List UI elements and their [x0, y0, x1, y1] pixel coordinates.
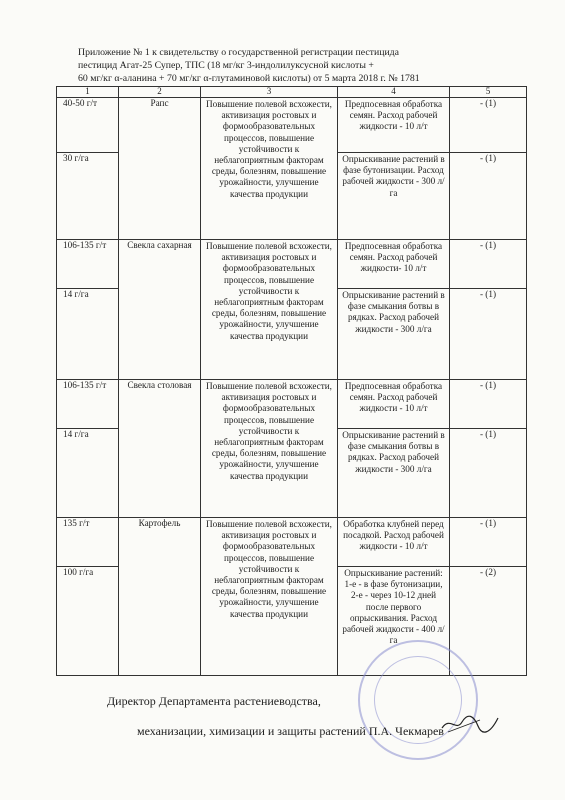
crop-name: Картофель [138, 518, 181, 528]
table-row [57, 380, 527, 429]
rate-value: 100 г/га [63, 567, 94, 577]
rate-value: 135 г/т [63, 518, 90, 528]
rate-cell [57, 380, 119, 429]
rate-value: 14 г/га [63, 429, 89, 439]
rate-cell [57, 153, 119, 240]
rate-value: 40-50 г/т [63, 98, 98, 108]
purpose-cell [201, 518, 338, 676]
table-row [57, 98, 527, 153]
method-text: Обработка клубней перед посадкой. Расход рабочей жидкости - 10 л/т [343, 519, 444, 552]
method-text: Опрыскивание растений в фазе смыкания ботвы в рядках. Расход рабочей жидкости - 300 л/га [342, 290, 445, 334]
method-cell [338, 380, 450, 429]
method-text: Предпосевная обработка семян. Расход рабочей жидкости - 10 л/т [344, 99, 443, 132]
method-text: Опрыскивание растений в фазе смыкания ботвы в рядках. Расход рабочей жидкости - 300 л/га [342, 430, 445, 474]
waiting-period-cell [450, 518, 527, 567]
waiting-period-value: - (1) [479, 380, 497, 390]
crop-name: Рапс [150, 98, 169, 108]
method-cell [338, 98, 450, 153]
method-text: Опрыскивание растений в фазе бутонизации. Расход рабочей жидкости - 300 л/га [342, 154, 445, 198]
document-header [78, 46, 518, 85]
method-cell [338, 289, 450, 380]
crop-name: Свекла сахарная [127, 240, 192, 250]
crop-cell [119, 240, 201, 380]
rate-cell [57, 567, 119, 676]
method-text: Опрыскивание растений: 1-е - в фазе бутонизации, 2-е - через 10-12 дней после первого опрыскивания. Расход рабочей жидкости - 400 л/га [342, 568, 445, 646]
waiting-period-value: - (1) [479, 98, 497, 108]
table-header-row [57, 87, 527, 98]
rate-value: 106-135 г/т [63, 240, 107, 250]
column-header: 1 [57, 87, 119, 98]
purpose-text: Повышение полевой всхожести, активизация ростовых и формообразовательных процессов, повышение устойчивости к неблагоприятным факторам среды, болезням, повышение урожайности, улучшение качества продукции [206, 241, 332, 341]
method-text: Предпосевная обработка семян. Расход рабочей жидкости- 10 л/т [344, 241, 443, 274]
rate-cell [57, 289, 119, 380]
purpose-cell [201, 380, 338, 518]
method-cell [338, 518, 450, 567]
column-header: 2 [119, 87, 201, 98]
purpose-text: Повышение полевой всхожести, активизация ростовых и формообразовательных процессов, повышение устойчивости к неблагоприятным факторам среды, болезням, повышение урожайности, улучшение качества продукции [206, 381, 332, 481]
rate-value: 30 г/га [63, 153, 89, 163]
rate-cell [57, 429, 119, 518]
waiting-period-cell [450, 240, 527, 289]
purpose-cell [201, 98, 338, 240]
crop-cell [119, 98, 201, 240]
waiting-period-value: - (2) [479, 567, 497, 577]
header-line-3: 60 мг/кг α-аланина + 70 мг/кг α-глутаминовой кислоты) от 5 марта 2018 г. № 1781 [78, 73, 420, 84]
waiting-period-value: - (1) [479, 289, 497, 299]
column-header: 3 [201, 87, 338, 98]
rate-cell [57, 240, 119, 289]
header-line-2: пестицид Агат-25 Супер, ТПС (18 мг/кг 3-индолилуксусной кислоты + [78, 60, 374, 71]
crop-cell [119, 518, 201, 676]
purpose-cell [201, 240, 338, 380]
header-line-1: Приложение № 1 к свидетельству о государственной регистрации пестицида [78, 47, 400, 58]
table-row [57, 518, 527, 567]
signatory-name-line: механизации, химизации и защиты растений П.А. Чекмарев [137, 724, 444, 738]
signatory-title-line: Директор Департамента растениеводства, [107, 694, 321, 708]
method-cell [338, 240, 450, 289]
waiting-period-cell [450, 289, 527, 380]
column-header: 5 [450, 87, 527, 98]
rate-cell [57, 98, 119, 153]
waiting-period-value: - (1) [479, 240, 497, 250]
purpose-text: Повышение полевой всхожести, активизация ростовых и формообразовательных процессов, повышение устойчивости к неблагоприятным факторам среды, болезням, повышение урожайности, улучшение качества продукции [206, 519, 332, 619]
waiting-period-cell [450, 98, 527, 153]
registration-table [56, 86, 527, 676]
method-cell [338, 429, 450, 518]
method-cell [338, 153, 450, 240]
waiting-period-value: - (1) [479, 518, 497, 528]
rate-cell [57, 518, 119, 567]
waiting-period-cell [450, 380, 527, 429]
crop-name: Свекла столовая [127, 380, 192, 390]
handwritten-signature [440, 712, 500, 736]
table-row [57, 240, 527, 289]
waiting-period-cell [450, 429, 527, 518]
waiting-period-value: - (1) [479, 429, 497, 439]
rate-value: 14 г/га [63, 289, 89, 299]
purpose-text: Повышение полевой всхожести, активизация ростовых и формообразовательных процессов, повышение устойчивости к неблагоприятным факторам среды, болезням, повышение урожайности, улучшение качества продукции [206, 99, 332, 199]
rate-value: 106-135 г/т [63, 380, 107, 390]
method-text: Предпосевная обработка семян. Расход рабочей жидкости - 10 л/т [344, 381, 443, 414]
crop-cell [119, 380, 201, 518]
column-header: 4 [338, 87, 450, 98]
waiting-period-cell [450, 153, 527, 240]
waiting-period-value: - (1) [479, 153, 497, 163]
